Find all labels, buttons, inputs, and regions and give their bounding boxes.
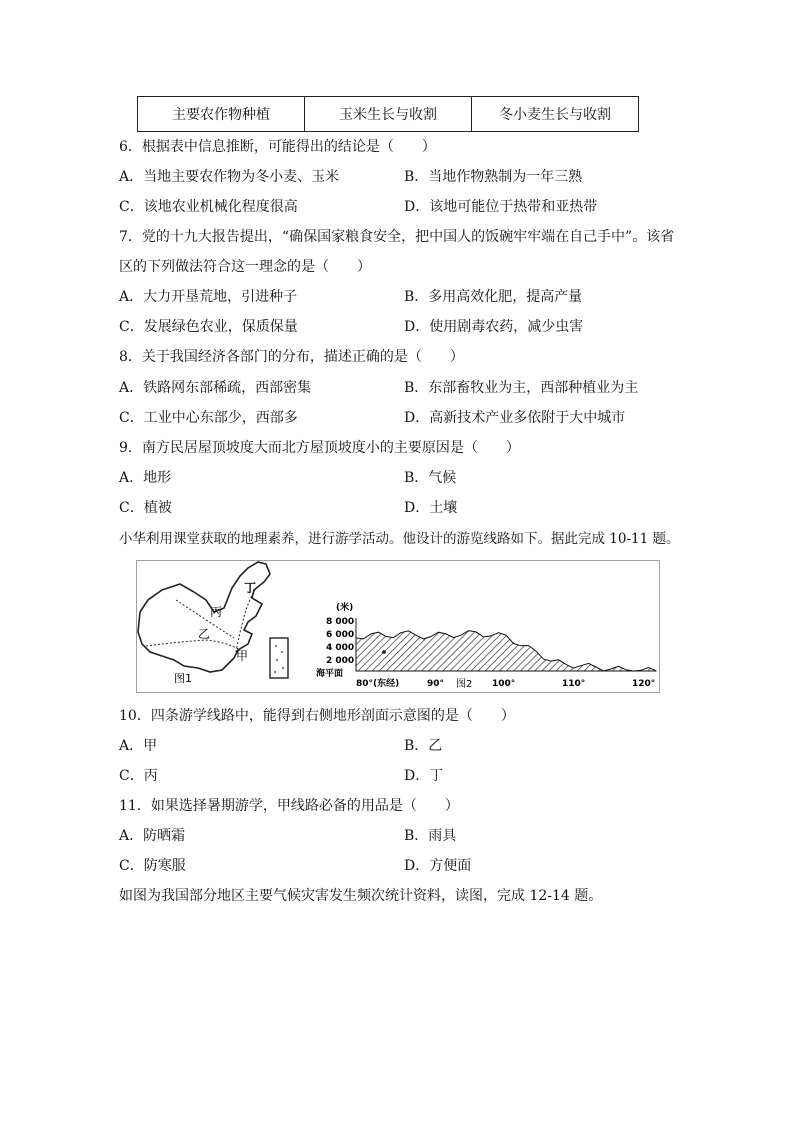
route-label-yi: 乙 (198, 627, 211, 641)
q11-option-d[interactable]: D．方便面 (404, 858, 472, 874)
q6-option-b[interactable]: B．当地作物熟制为一年三熟 (404, 169, 583, 185)
x-tick: 100° (492, 679, 516, 689)
y-unit: (米) (336, 603, 354, 613)
x-tick: 110° (562, 679, 586, 689)
q10-option-d[interactable]: D．丁 (404, 768, 444, 784)
q11-option-a[interactable]: A．防晒霜 (119, 828, 186, 844)
q6-option-c[interactable]: C．该地农业机械化程度很高 (119, 199, 298, 215)
q10-option-b[interactable]: B．乙 (404, 738, 443, 754)
q8-option-a[interactable]: A．铁路网东部稀疏，西部密集 (119, 380, 312, 396)
y-tick: 2 000 (326, 656, 355, 666)
sea-level-label: 海平面 (316, 669, 344, 679)
y-tick: 4 000 (326, 643, 355, 653)
q7-option-a[interactable]: A．大力开垦荒地，引进种子 (119, 289, 298, 305)
q10-option-a[interactable]: A．甲 (119, 738, 158, 754)
q8-option-d[interactable]: D．高新技术产业多依附于大中城市 (404, 410, 626, 426)
x-tick: 120° (632, 679, 656, 689)
q9-option-a[interactable]: A．地形 (119, 470, 172, 486)
question-11-stem: 11．如果选择暑期游学，甲线路必备的用品是（ ） (119, 798, 459, 814)
q8-option-b[interactable]: B．东部畜牧业为主，西部种植业为主 (404, 380, 639, 396)
crop-table (137, 96, 639, 132)
question-7-stem-cont: 区的下列做法符合这一理念的是（ ） (119, 259, 371, 275)
q10-option-c[interactable]: C．丙 (119, 768, 158, 784)
table-cell: 主要农作物种植 (138, 97, 305, 132)
q11-option-c[interactable]: C．防寒服 (119, 858, 186, 874)
intro-10-11: 小华利用课堂获取的地理素养，进行游学活动。他设计的游览线路如下。据此完成 10-11 题。 (119, 531, 680, 547)
question-7-stem: 7．党的十九大报告提出，“确保国家粮食安全，把中国人的饭碗牢牢端在自己手中”。该省 (119, 229, 675, 245)
q6-option-a[interactable]: A．当地主要农作物为冬小麦、玉米 (119, 169, 340, 185)
q9-option-c[interactable]: C．植被 (119, 500, 172, 516)
q9-option-b[interactable]: B．气候 (404, 470, 457, 486)
q6-option-d[interactable]: D．该地可能位于热带和亚热带 (404, 199, 598, 215)
q9-option-d[interactable]: D．土壤 (404, 500, 458, 516)
question-6-stem: 6．根据表中信息推断，可能得出的结论是（ ） (119, 139, 436, 155)
question-9-stem: 9．南方民居屋顶坡度大而北方屋顶坡度小的主要原因是（ ） (119, 440, 520, 456)
route-label-jia: 甲 (236, 649, 249, 663)
table-cell: 玉米生长与收割 (305, 97, 472, 132)
q7-option-c[interactable]: C．发展绿色农业，保质保量 (119, 319, 298, 335)
q8-option-c[interactable]: C．工业中心东部少，西部多 (119, 410, 298, 426)
q11-option-b[interactable]: B．雨具 (404, 828, 457, 844)
fig2-label: 图2 (456, 679, 473, 690)
route-label-bing: 丙 (210, 605, 223, 619)
intro-12-14: 如图为我国部分地区主要气候灾害发生频次统计资料，读图，完成 12-14 题。 (119, 888, 603, 904)
y-tick: 8 000 (326, 617, 355, 627)
question-8-stem: 8．关于我国经济各部门的分布，描述正确的是（ ） (119, 349, 464, 365)
q7-option-b[interactable]: B．多用高效化肥，提高产量 (404, 289, 583, 305)
fig1-label: 图1 (174, 672, 192, 685)
figure-map-and-profile (136, 560, 660, 693)
x-tick: 80°(东经) (356, 679, 400, 689)
question-10-stem: 10．四条游学线路中，能得到右侧地形剖面示意图的是（ ） (119, 708, 515, 724)
y-tick: 6 000 (326, 630, 355, 640)
route-label-ding: 丁 (244, 581, 257, 595)
x-tick: 90° (427, 679, 445, 689)
q7-option-d[interactable]: D．使用剧毒农药，减少虫害 (404, 319, 584, 335)
table-cell: 冬小麦生长与收割 (472, 97, 639, 132)
